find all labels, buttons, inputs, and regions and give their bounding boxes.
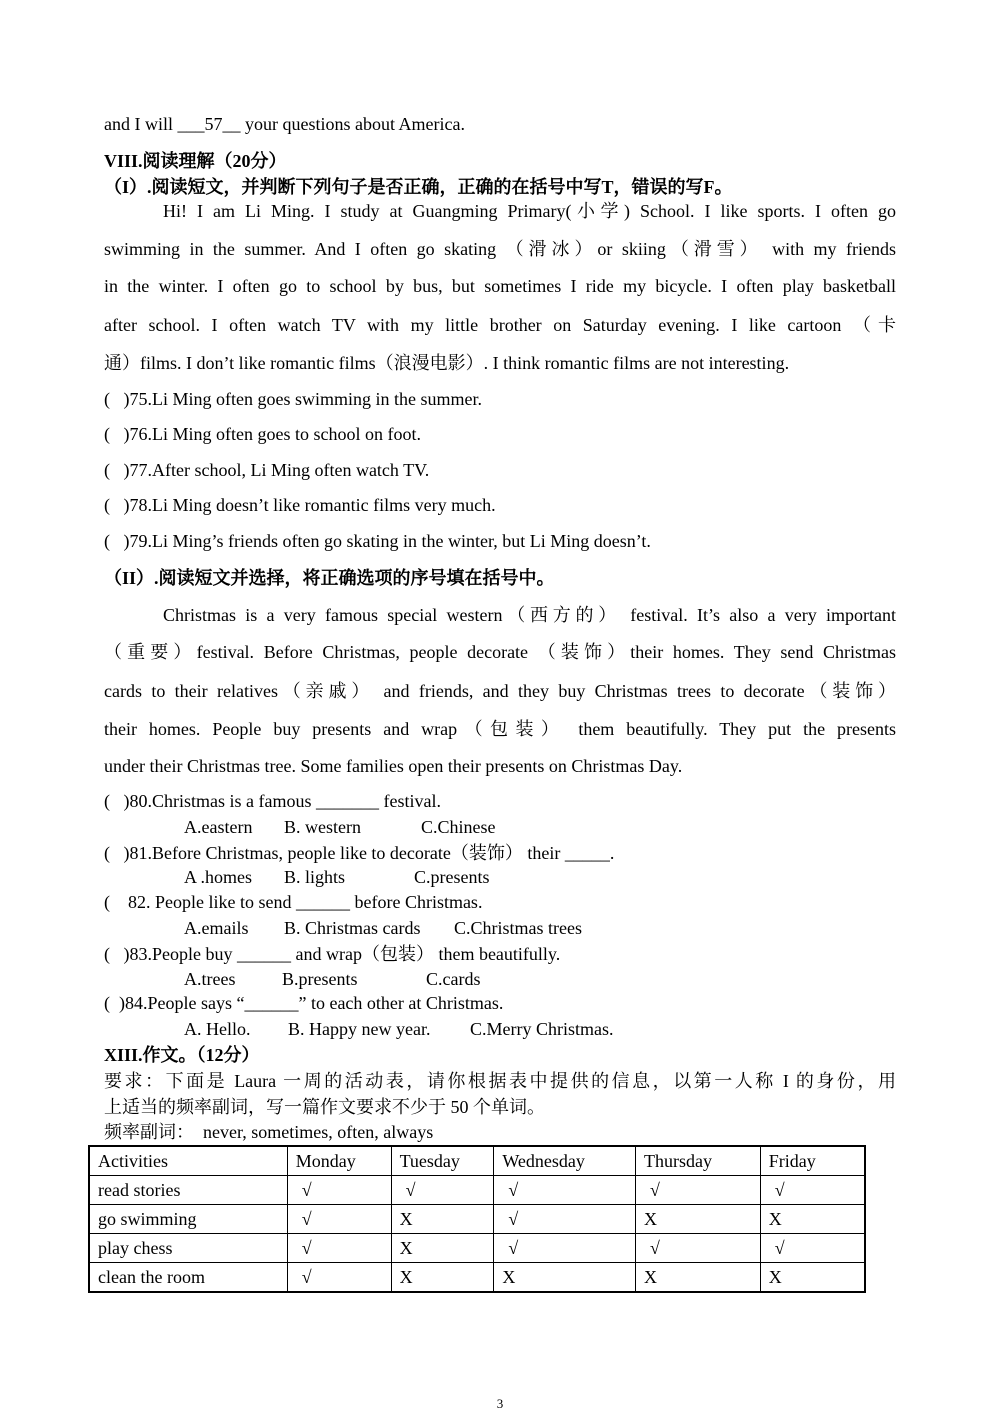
passage-2-line-1: Christmas is a very famous special western（西方的） festival. It’s also a very important	[163, 605, 896, 625]
activity-table	[88, 1145, 866, 1293]
mark: √	[301, 1267, 312, 1287]
header-activities: Activities	[89, 1146, 287, 1176]
header-thursday: Thursday	[636, 1146, 761, 1176]
question-82-option-b: B. Christmas cards	[284, 918, 421, 938]
mark-cell: X	[391, 1263, 494, 1293]
table-row	[89, 1263, 865, 1293]
mark: √	[650, 1238, 660, 1258]
passage-2-line-4: their homes. People buy presents and wrap（包装） them beautifully. They put the presents	[104, 719, 896, 739]
mark-cell	[636, 1176, 761, 1205]
mark-cell	[494, 1205, 636, 1234]
question-83-stem: ( )83.People buy ______ and wrap（包装） them beautifully.	[104, 944, 561, 964]
mark-cell	[287, 1176, 391, 1205]
frequency-adverbs: 频率副词： never, sometimes, often, always	[104, 1122, 434, 1142]
question-80-option-a: A.eastern	[184, 817, 253, 837]
passage-1-line-4: after school. I often watch TV with my little brother on Saturday evening. I like cartoon （卡	[104, 315, 896, 335]
question-75: ( )75.Li Ming often goes swimming in the summer.	[104, 389, 482, 409]
mark-cell: X	[760, 1263, 865, 1293]
mark: √	[301, 1180, 312, 1200]
mark: √	[650, 1180, 660, 1200]
question-80-option-c: C.Chinese	[421, 817, 496, 837]
question-80-stem: ( )80.Christmas is a famous _______ festival.	[104, 791, 441, 811]
question-77: ( )77.After school, Li Ming often watch TV.	[104, 460, 430, 480]
section-8-heading: VIII.阅读理解（20分）	[104, 151, 287, 171]
passage-1-line-1: Hi! I am Li Ming. I study at Guangming Primary(小学) School. I like sports. I often go	[163, 201, 896, 221]
question-84-stem: ( )84.People says “______” to each other at Christmas.	[104, 993, 504, 1013]
mark: √	[774, 1238, 785, 1258]
passage-2-line-5: under their Christmas tree. Some families open their presents on Christmas Day.	[104, 756, 683, 776]
mark-cell	[287, 1263, 391, 1293]
question-81-option-a: A .homes	[184, 867, 253, 887]
mark-cell: X	[391, 1205, 494, 1234]
question-81-option-c: C.presents	[414, 867, 490, 887]
question-84-option-a: A. Hello.	[184, 1019, 251, 1039]
table-row	[89, 1176, 865, 1205]
question-82-option-a: A.emails	[184, 918, 249, 938]
passage-1-line-3: in the winter. I often go to school by bus, but sometimes I ride my bicycle. I often play basketball	[104, 276, 896, 296]
part-1-heading: （I）.阅读短文，并判断下列句子是否正确，正确的在括号中写T，错误的写F。	[104, 177, 733, 197]
mark: √	[508, 1180, 519, 1200]
passage-continuation	[104, 113, 465, 135]
question-83-option-b: B.presents	[282, 969, 358, 989]
mark-cell	[760, 1234, 865, 1263]
requirement-line-2: 上适当的频率副词，写一篇作文要求不少于 50 个单词。	[104, 1097, 545, 1117]
question-76: ( )76.Li Ming often goes to school on foot.	[104, 424, 421, 444]
text-suffix: your questions about America.	[240, 114, 465, 134]
answer-blank-57: ___57__	[177, 114, 241, 134]
mark-cell: X	[494, 1263, 636, 1293]
mark: √	[301, 1209, 312, 1229]
mark: √	[774, 1180, 785, 1200]
header-tuesday: Tuesday	[391, 1146, 494, 1176]
requirement-line-1: 要求：下面是 Laura 一周的活动表，请你根据表中提供的信息，以第一人称 I 的身份，用	[104, 1071, 896, 1091]
passage-1-line-5: 通）films. I don’t like romantic films（浪漫电影）. I think romantic films are not interesting.	[104, 353, 790, 373]
mark-cell: X	[391, 1234, 494, 1263]
header-friday: Friday	[760, 1146, 865, 1176]
section-13-heading: XIII.作文。（12分）	[104, 1045, 260, 1065]
activity-cell: read stories	[89, 1176, 287, 1205]
activity-cell: play chess	[89, 1234, 287, 1263]
text-prefix: and I will	[104, 114, 178, 134]
question-84-option-b: B. Happy new year.	[288, 1019, 431, 1039]
question-80-option-b: B. western	[284, 817, 361, 837]
part-2-heading: （II）.阅读短文并选择，将正确选项的序号填在括号中。	[104, 568, 555, 588]
mark-cell	[287, 1205, 391, 1234]
mark: √	[301, 1238, 312, 1258]
table-row	[89, 1234, 865, 1263]
mark: √	[508, 1238, 519, 1258]
question-81-option-b: B. lights	[284, 867, 346, 887]
mark-cell	[494, 1234, 636, 1263]
passage-2-line-2: （重要）festival. Before Christmas, people decorate （装饰）their homes. They send Christmas	[104, 642, 896, 662]
mark: √	[405, 1180, 416, 1200]
question-79: ( )79.Li Ming’s friends often go skating in the winter, but Li Ming doesn’t.	[104, 531, 651, 551]
table-row	[89, 1205, 865, 1234]
mark-cell	[760, 1176, 865, 1205]
page-number: 3	[496, 1396, 504, 1411]
mark-cell	[494, 1176, 636, 1205]
passage-2-line-3: cards to their relatives（亲戚） and friends, and they buy Christmas trees to decorate（装饰）	[104, 681, 896, 701]
question-78: ( )78.Li Ming doesn’t like romantic films very much.	[104, 495, 496, 515]
question-83-option-c: C.cards	[426, 969, 481, 989]
activity-cell: go swimming	[89, 1205, 287, 1234]
question-82-option-c: C.Christmas trees	[454, 918, 582, 938]
mark-cell	[636, 1234, 761, 1263]
question-81-stem: ( )81.Before Christmas, people like to decorate（装饰） their _____.	[104, 843, 615, 863]
mark: √	[508, 1209, 519, 1229]
passage-1-line-2: swimming in the summer. And I often go skating （滑冰）or skiing（滑雪） with my friends	[104, 239, 896, 259]
question-82-stem: ( 82. People like to send ______ before Christmas.	[104, 892, 483, 912]
question-84-option-c: C.Merry Christmas.	[470, 1019, 614, 1039]
activity-cell: clean the room	[89, 1263, 287, 1293]
mark-cell: X	[636, 1263, 761, 1293]
question-83-option-a: A.trees	[184, 969, 236, 989]
mark-cell: X	[636, 1205, 761, 1234]
header-wednesday: Wednesday	[494, 1146, 636, 1176]
header-monday: Monday	[287, 1146, 391, 1176]
mark-cell	[391, 1176, 494, 1205]
mark-cell	[287, 1234, 391, 1263]
table-header-row	[89, 1146, 865, 1176]
mark-cell: X	[760, 1205, 865, 1234]
